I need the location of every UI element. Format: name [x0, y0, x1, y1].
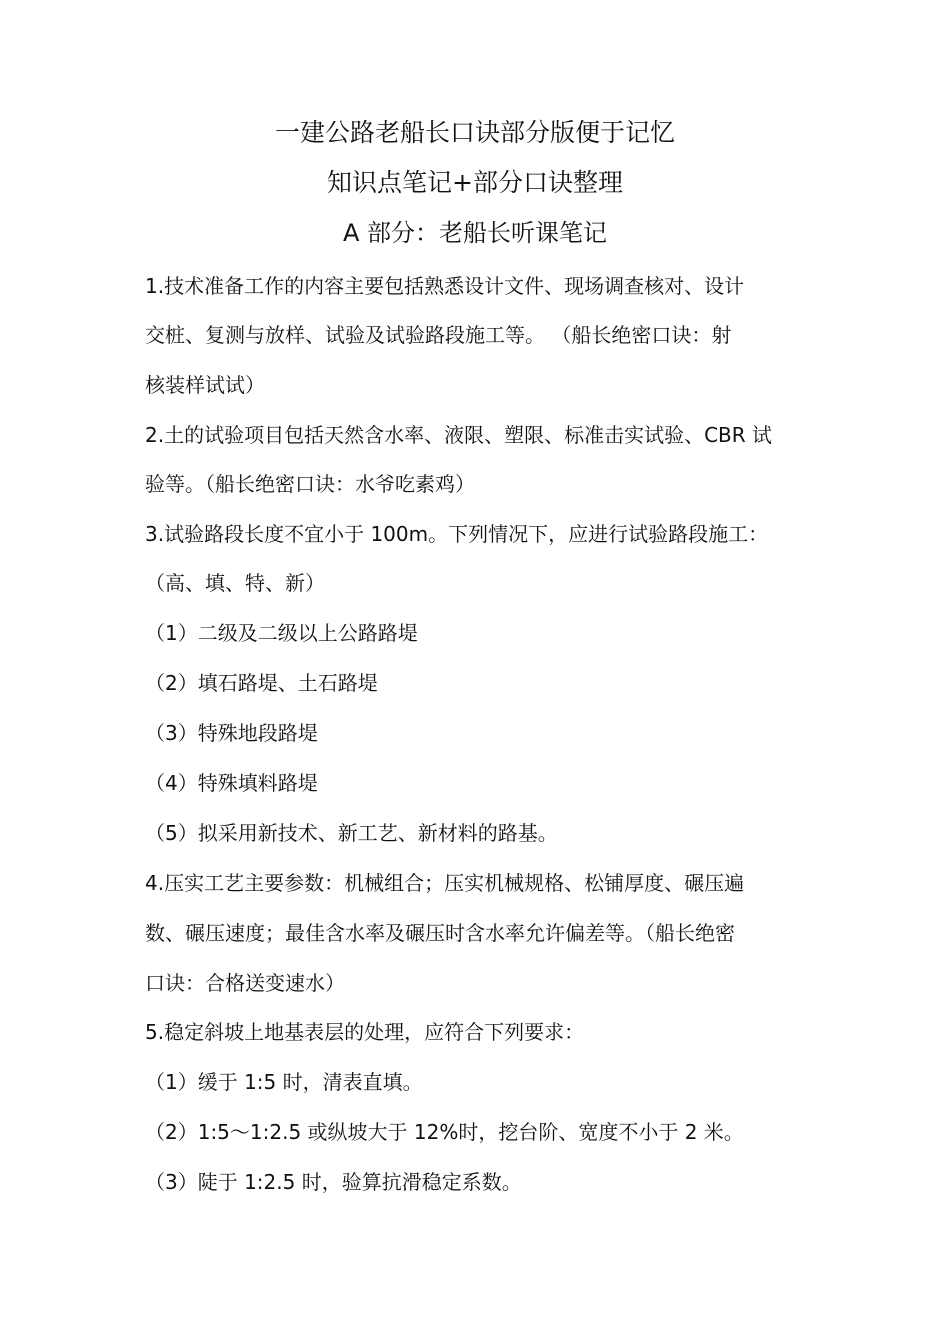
list-item: （2）填石路堤、土石路堤	[145, 671, 378, 695]
document-title: 一建公路老船长口诀部分版便于记忆	[274, 118, 675, 147]
body-line: 4.压实工艺主要参数：机械组合；压实机械规格、松铺厚度、碾压遍	[145, 871, 745, 895]
list-item: （1）二级及二级以上公路路堤	[145, 621, 418, 645]
body-line: 验等。（船长绝密口诀：水爷吃素鸡）	[145, 472, 475, 496]
section-heading: A 部分：老船长听课笔记	[342, 219, 608, 247]
body-line: （高、填、特、新）	[145, 571, 325, 595]
body-line: 3.试验路段长度不宜小于 100m。下列情况下，应进行试验路段施工：	[145, 522, 769, 546]
body-line: 1.技术准备工作的内容主要包括熟悉设计文件、现场调查核对、设计	[145, 274, 745, 298]
body-line: 5.稳定斜坡上地基表层的处理，应符合下列要求：	[145, 1020, 585, 1044]
list-item: （1）缓于 1:5 时，清表直填。	[145, 1070, 423, 1094]
list-item: （4）特殊填料路堤	[145, 771, 318, 795]
document-subtitle: 知识点笔记+部分口诀整理	[327, 168, 623, 197]
body-line: 数、碾压速度；最佳含水率及碾压时含水率允许偏差等。（船长绝密	[145, 921, 735, 945]
list-item: （5）拟采用新技术、新工艺、新材料的路基。	[145, 821, 558, 845]
body-line: 交桩、复测与放样、试验及试验路段施工等。 （船长绝密口诀：射	[145, 323, 732, 347]
body-line: 口诀：合格送变速水）	[145, 971, 345, 995]
list-item: （3）陡于 1:2.5 时，验算抗滑稳定系数。	[145, 1170, 522, 1194]
body-line: 核装样试试）	[145, 373, 265, 397]
body-line: 2.土的试验项目包括天然含水率、液限、塑限、标准击实试验、CBR 试	[145, 423, 773, 447]
list-item: （3）特殊地段路堤	[145, 721, 318, 745]
list-item: （2）1:5～1:2.5 或纵坡大于 12%时，挖台阶、宽度不小于 2 米。	[145, 1120, 744, 1144]
